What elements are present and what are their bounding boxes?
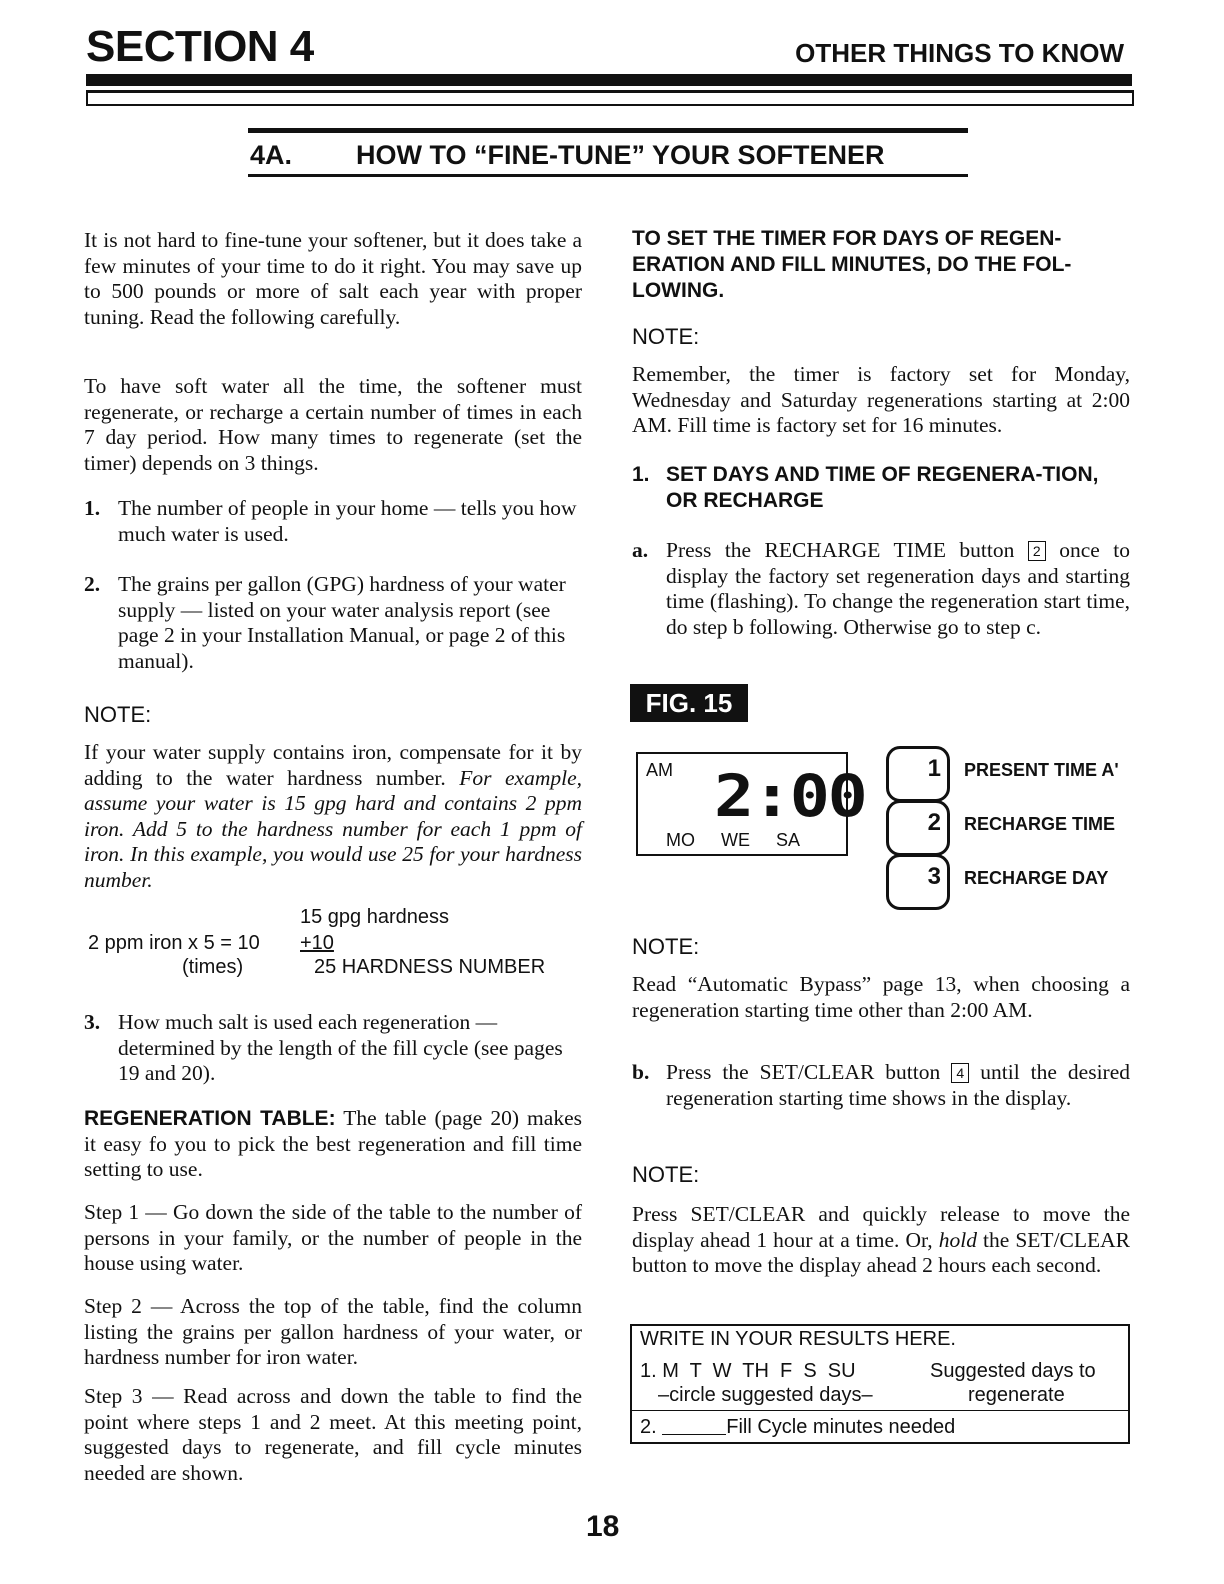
step-a-text: Press the RECHARGE TIME button 2 once to display the factory set regeneration days and starting time (flashing). To change the regeneration start time, do step b following. Otherwise go to step c. xyxy=(666,538,1130,639)
note-label-1: NOTE: xyxy=(632,324,700,349)
step-a xyxy=(632,538,1130,640)
hold-emphasis: hold xyxy=(938,1227,977,1252)
step-2-paragraph: Step 2 — Across the top of the table, find the column listing the grains per gallon hardness of your water, or hardness number for iron water. xyxy=(84,1294,582,1369)
regenerate-label: regenerate xyxy=(968,1384,1065,1406)
section-title: SECTION 4 xyxy=(86,22,314,71)
recharge-day-label: RECHARGE DAY xyxy=(964,868,1109,888)
results-divider xyxy=(632,1410,1128,1411)
factory-note: Remember, the timer is factory set for Monday, Wednesday and Saturday regenerations starting at 2:00 AM. Fill time is factory set for 16 minutes. xyxy=(632,362,1130,437)
step-b xyxy=(632,1060,1130,1111)
bypass-note: Read “Automatic Bypass” page 13, when choosing a regeneration starting time other than 2:00 AM. xyxy=(632,972,1130,1022)
present-time-button[interactable] xyxy=(886,746,950,802)
results-title: WRITE IN YOUR RESULTS HERE. xyxy=(640,1328,956,1350)
step-1-heading xyxy=(632,462,1132,514)
calc-line-3-left: (times) xyxy=(182,956,244,978)
subsection-rule-bottom xyxy=(248,174,968,177)
regeneration-table-paragraph: REGENERATION TABLE: The table (page 20) makes it easy fo you to pick the best regeneration and fill time setting to use. xyxy=(84,1106,582,1181)
list-item-2 xyxy=(84,572,582,674)
header-rule-thick xyxy=(86,74,1132,86)
button-digit: 3 xyxy=(927,863,941,890)
results-box xyxy=(630,1324,1130,1444)
step-letter: b. xyxy=(632,1060,650,1084)
iron-example: For example, assume your water is 15 gpg hard and contains 2 ppm iron. Add 5 to the hardness number for each 1 ppm of iron. In this example, you would use 25 for your hardness number. xyxy=(84,765,582,892)
step-number: 1. xyxy=(632,463,650,486)
section-subtitle: OTHER THINGS TO KNOW xyxy=(795,38,1124,68)
regeneration-table-label: REGENERATION TABLE: xyxy=(84,1107,336,1130)
calc-line-2-left: 2 ppm iron x 5 = 10 xyxy=(88,932,260,954)
circle-instruction: –circle suggested days– xyxy=(658,1384,873,1406)
days-row: 1. M T W TH F S SU xyxy=(640,1360,856,1382)
step-1-paragraph: Step 1 — Go down the side of the table to the number of persons in your family, or the number of people in the house using water. xyxy=(84,1200,582,1275)
list-number: 1. xyxy=(84,496,101,520)
list-text: The grains per gallon (GPG) hardness of your water supply — listed on your water analysis report (see page 2 in your Installation Manual, or page 2 of this manual). xyxy=(118,572,566,673)
list-number: 2. xyxy=(84,572,101,596)
day-indicator: SA xyxy=(776,830,801,850)
subsection-title xyxy=(250,140,885,171)
list-text: The number of people in your home — tells you how much water is used. xyxy=(118,496,577,546)
step-title: SET DAYS AND TIME OF REGENERA-TION, OR RECHARGE xyxy=(666,463,1099,512)
note-label-2: NOTE: xyxy=(632,934,700,959)
timer-display xyxy=(636,752,866,856)
day-indicators xyxy=(666,830,826,851)
set-clear-note: Press SET/CLEAR and quickly release to move the display ahead 1 hour at a time. Or, hold the SET/CLEAR button to move the display ahead 2 hours each second. xyxy=(632,1202,1131,1277)
note-label-left: NOTE: xyxy=(84,702,152,727)
figure-label: FIG. 15 xyxy=(630,684,748,722)
subsection-number: 4A. xyxy=(250,140,293,170)
list-item-3 xyxy=(84,1010,582,1087)
am-indicator: AM xyxy=(646,760,673,780)
day-indicator: WE xyxy=(721,830,750,850)
step-b-text: Press the SET/CLEAR button 4 until the desired regeneration starting time shows in the display. xyxy=(666,1060,1131,1110)
list-text: How much salt is used each regeneration — determined by the length of the fill cycle (see pages 19 and 20). xyxy=(118,1010,563,1085)
button-reference-box: 4 xyxy=(951,1063,969,1083)
calc-line-1: 15 gpg hardness xyxy=(300,906,450,928)
note-label-3: NOTE: xyxy=(632,1162,700,1187)
intro-paragraph-1: It is not hard to fine-tune your softener, but it does take a few minutes of your time to do it right. You may save up to 500 pounds or more of salt each year with proper tuning. Read the following carefully. xyxy=(84,228,582,329)
suggested-days-label: Suggested days to xyxy=(930,1360,1096,1382)
page-number: 18 xyxy=(586,1510,620,1543)
fill-cycle-row: 2. Fill Cycle minutes needed xyxy=(640,1416,956,1438)
list-number: 3. xyxy=(84,1010,101,1034)
button-reference-box: 2 xyxy=(1028,541,1046,561)
subsection-rule-top xyxy=(248,128,968,133)
subsection-heading: HOW TO “FINE-TUNE” YOUR SOFTENER xyxy=(356,140,885,170)
list-item-1 xyxy=(84,496,582,547)
button-digit: 1 xyxy=(927,755,941,782)
calc-line-2-right: +10 xyxy=(300,932,334,954)
step-3-paragraph: Step 3 — Read across and down the table to find the point where steps 1 and 2 meet. At this meeting point, suggested days to regenerate, and fill cycle minutes needed are shown. xyxy=(84,1384,582,1485)
header-rule-box xyxy=(86,90,1134,106)
recharge-day-button[interactable] xyxy=(886,854,950,910)
step-letter: a. xyxy=(632,538,649,562)
present-time-label: PRESENT TIME A' xyxy=(964,760,1119,780)
fill-cycle-blank[interactable] xyxy=(662,1434,726,1435)
timer-heading: TO SET THE TIMER FOR DAYS OF REGEN-ERATION AND FILL MINUTES, DO THE FOL-LOWING. xyxy=(632,227,1072,302)
intro-paragraph-2: To have soft water all the time, the softener must regenerate, or recharge a certain number of times in each 7 day period. How many times to regenerate (set the timer) depends on 3 things. xyxy=(84,374,582,475)
iron-note: If your water supply contains iron, compensate for it by adding to the water hardness number. For example, assume your water is 15 gpg hard and contains 2 ppm iron. Add 5 to the hardness number for each 1 ppm of iron. In this example, you would use 25 for your hardness number. xyxy=(84,740,582,892)
recharge-time-label: RECHARGE TIME xyxy=(964,814,1116,834)
time-readout: 2:00 xyxy=(714,762,866,830)
day-indicator: MO xyxy=(666,830,695,850)
button-digit: 2 xyxy=(927,809,941,836)
calc-line-3-right: 25 HARDNESS NUMBER xyxy=(314,956,546,978)
recharge-time-button[interactable] xyxy=(886,800,950,856)
